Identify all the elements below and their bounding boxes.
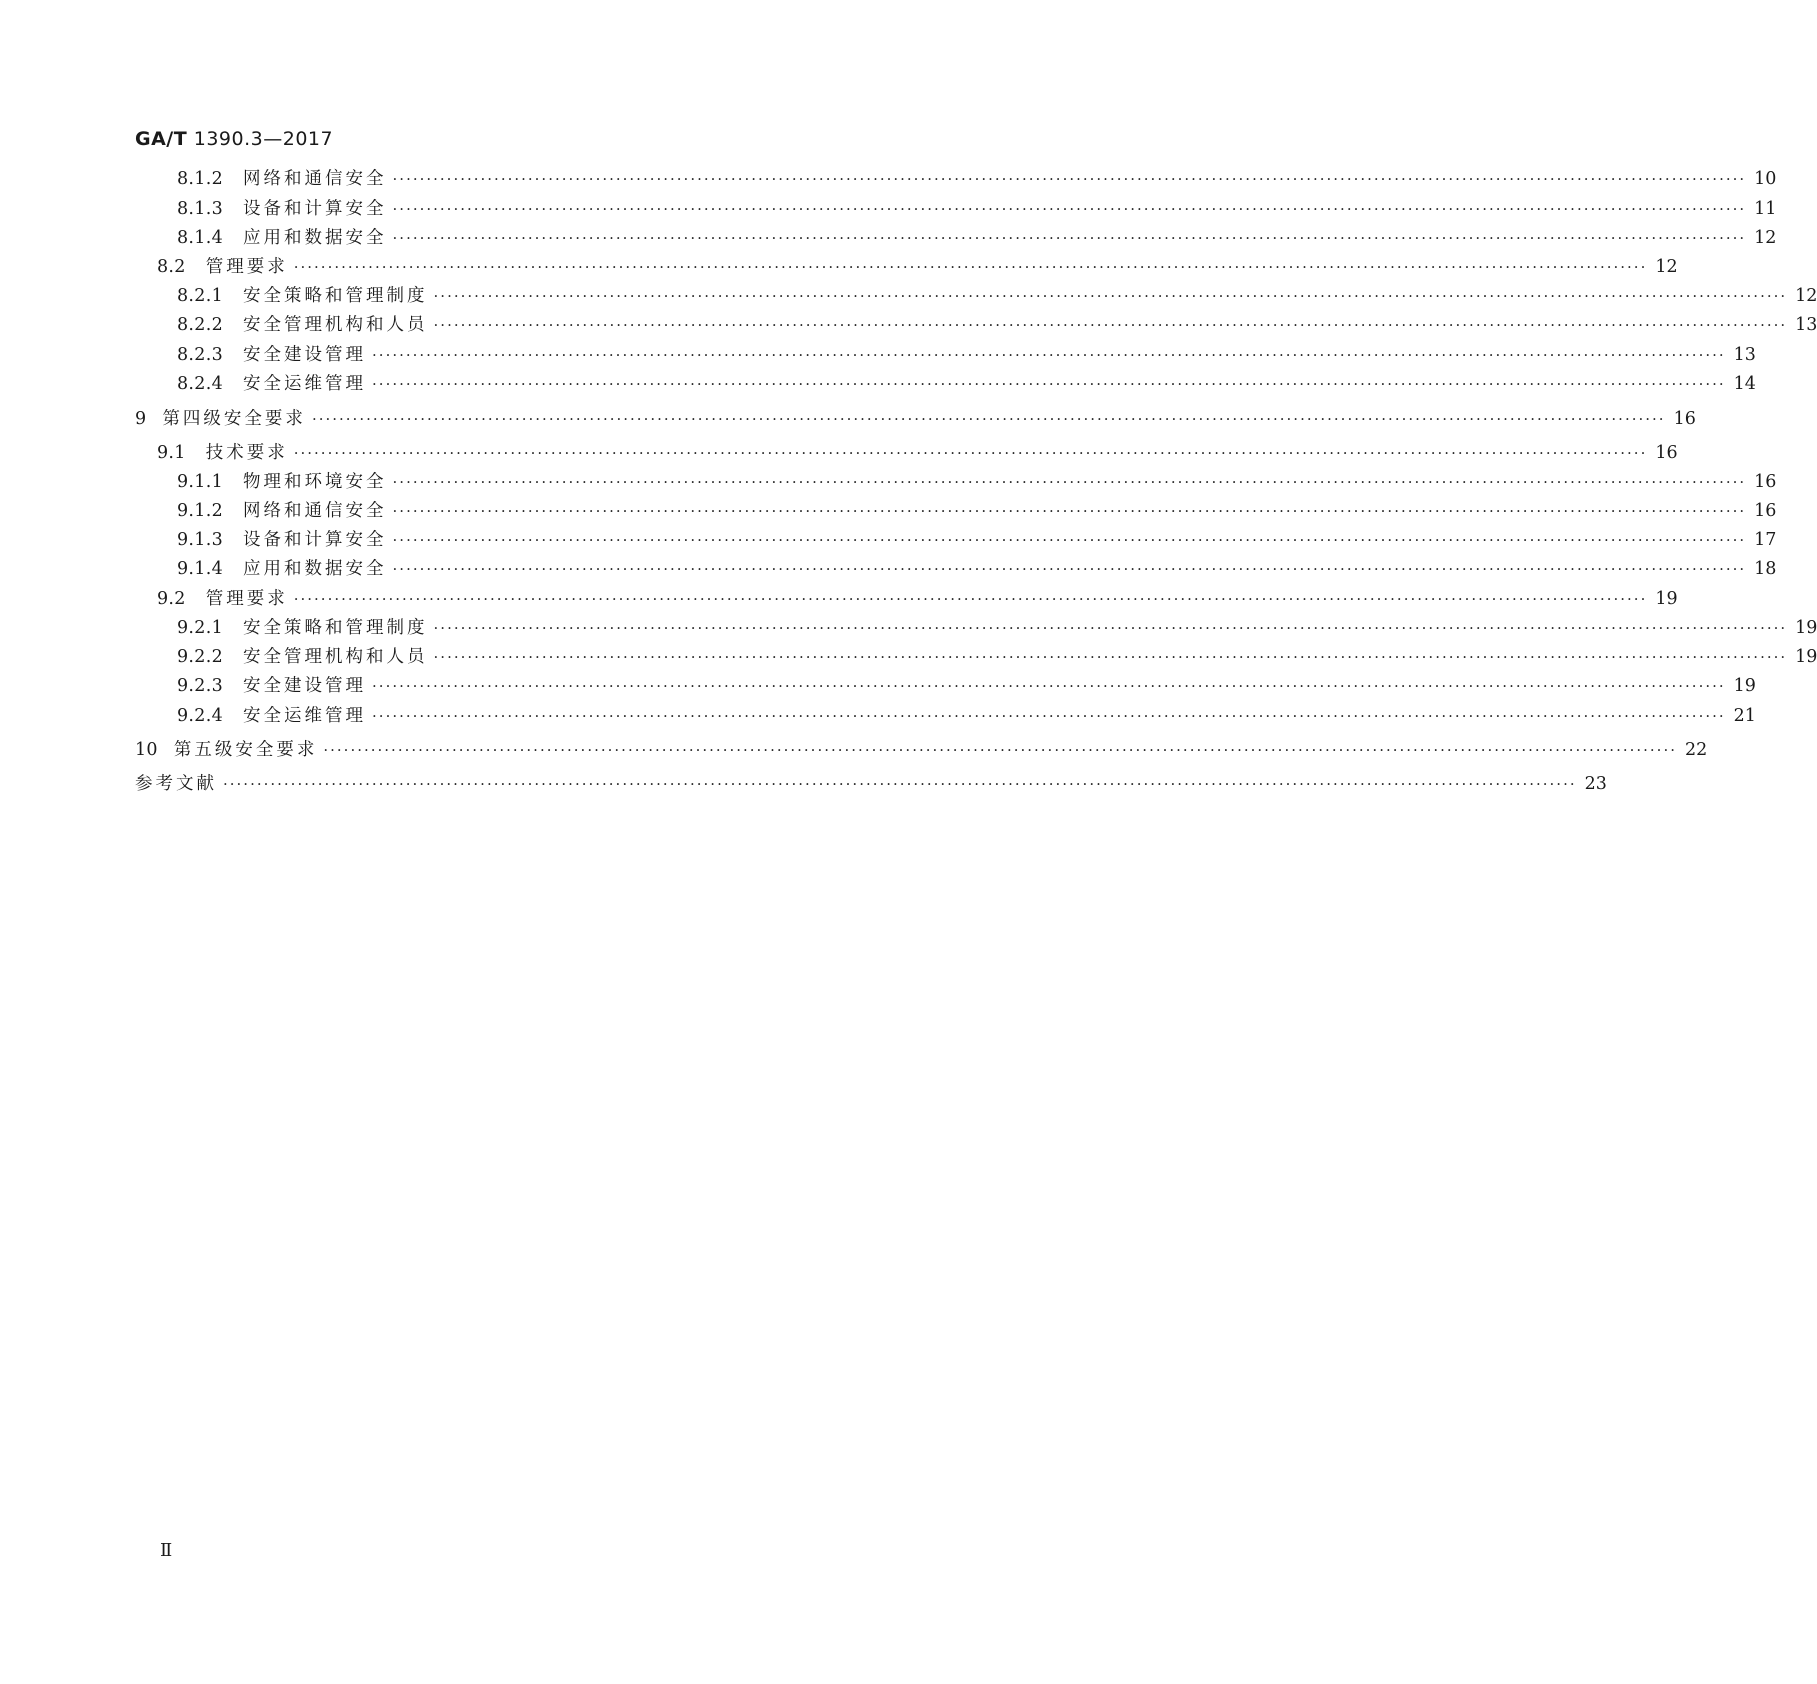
toc-entry[interactable] — [135, 312, 1817, 338]
toc-entry-page: 21 — [1733, 706, 1756, 726]
toc-entry-page: 23 — [1584, 774, 1607, 794]
toc-entry-number: 8.2.3 — [177, 345, 224, 365]
toc-entry-number: 8.2 — [157, 257, 186, 277]
toc-entry[interactable] — [135, 406, 1696, 432]
toc-entry[interactable] — [135, 586, 1678, 612]
toc-leader-dots: ········································································································································································································ — [311, 410, 1666, 428]
toc-entry[interactable] — [135, 166, 1777, 192]
toc-entry-title: 应用和数据安全 — [243, 559, 387, 579]
toc-entry-page: 17 — [1754, 530, 1777, 550]
toc-leader-dots: ········································································································································································································ — [372, 677, 1726, 695]
toc-entry-number: 9.1.2 — [177, 501, 224, 521]
toc-leader-dots: ········································································································································································································ — [392, 531, 1747, 549]
toc-entry-number: 9.1.1 — [177, 472, 224, 492]
toc-entry-page: 12 — [1655, 257, 1678, 277]
toc-entry-page: 13 — [1795, 315, 1817, 335]
toc-entry-page: 16 — [1655, 443, 1678, 463]
toc-leader-dots: ········································································································································································································ — [293, 590, 1648, 608]
toc-entry[interactable] — [135, 469, 1777, 495]
toc-entry-title: 设备和计算安全 — [243, 199, 387, 219]
toc-leader-dots: ········································································································································································································ — [372, 707, 1726, 725]
toc-entry-number: 9.2.4 — [177, 706, 224, 726]
toc-entry[interactable] — [135, 673, 1756, 699]
toc-entry-page: 16 — [1754, 472, 1777, 492]
toc-entry[interactable] — [135, 644, 1817, 670]
toc-leader-dots: ········································································································································································································ — [372, 346, 1726, 364]
toc-entry-title: 参考文献 — [135, 774, 217, 794]
toc-entry[interactable] — [135, 225, 1777, 251]
toc-entry-title: 安全运维管理 — [243, 374, 367, 394]
toc-entry-page: 19 — [1733, 676, 1756, 696]
toc-entry-page: 13 — [1733, 345, 1756, 365]
toc-entry-title: 安全建设管理 — [243, 676, 367, 696]
toc-entry[interactable] — [135, 615, 1817, 641]
toc-entry-number: 9.1 — [157, 443, 186, 463]
toc-entry-page: 19 — [1655, 589, 1678, 609]
toc-entry-page: 19 — [1795, 618, 1817, 638]
toc-entry[interactable] — [135, 498, 1777, 524]
toc-leader-dots: ········································································································································································································ — [392, 170, 1747, 188]
toc-entry-page: 16 — [1673, 409, 1696, 429]
toc-entry-page: 11 — [1754, 199, 1777, 219]
toc-entry-title: 网络和通信安全 — [243, 169, 387, 189]
toc-entry-page: 22 — [1685, 740, 1708, 760]
toc-leader-dots: ········································································································································································································ — [293, 258, 1648, 276]
toc-entry-number: 9.2.3 — [177, 676, 224, 696]
toc-entry-title: 物理和环境安全 — [243, 472, 387, 492]
toc-leader-dots: ········································································································································································································ — [433, 316, 1788, 334]
toc-entry[interactable] — [135, 342, 1756, 368]
toc-leader-dots: ········································································································································································································ — [392, 473, 1747, 491]
toc-entry[interactable] — [135, 283, 1817, 309]
toc-leader-dots: ········································································································································································································ — [392, 502, 1747, 520]
toc-entry-number: 9.2 — [157, 589, 186, 609]
toc-entry-title: 安全策略和管理制度 — [243, 286, 428, 306]
toc-entry-number: 9.2.2 — [177, 647, 224, 667]
standard-number: 1390.3—2017 — [193, 128, 334, 150]
toc-leader-dots: ········································································································································································································ — [433, 619, 1788, 637]
toc-entry-page: 12 — [1754, 228, 1777, 248]
toc-entry[interactable] — [135, 771, 1607, 797]
toc-entry-number: 9 — [135, 409, 147, 429]
toc-entry-title: 安全建设管理 — [243, 345, 367, 365]
toc-entry-number: 8.1.4 — [177, 228, 224, 248]
toc-entry-number: 8.1.2 — [177, 169, 224, 189]
document-header — [135, 128, 333, 150]
toc-entry[interactable] — [135, 196, 1777, 222]
toc-leader-dots: ········································································································································································································ — [372, 375, 1726, 393]
toc-entry-number: 10 — [135, 740, 158, 760]
toc-entry-title: 第五级安全要求 — [173, 740, 318, 760]
toc-entry-number: 8.1.3 — [177, 199, 224, 219]
toc-entry-page: 19 — [1795, 647, 1817, 667]
toc-entry-title: 第四级安全要求 — [162, 409, 306, 429]
toc-entry-page: 12 — [1795, 286, 1817, 306]
toc-entry-page: 10 — [1754, 169, 1777, 189]
toc-entry[interactable] — [135, 556, 1777, 582]
toc-entry-number: 9.1.4 — [177, 559, 224, 579]
toc-entry-number: 8.2.1 — [177, 286, 224, 306]
toc-leader-dots: ········································································································································································································ — [433, 648, 1788, 666]
toc-entry[interactable] — [135, 371, 1756, 397]
toc-leader-dots: ········································································································································································································ — [433, 287, 1788, 305]
toc-entry-number: 8.2.2 — [177, 315, 224, 335]
toc-leader-dots: ········································································································································································································ — [392, 560, 1747, 578]
toc-entry-page: 18 — [1754, 559, 1777, 579]
toc-entry-number: 9.1.3 — [177, 530, 224, 550]
toc-entry-title: 应用和数据安全 — [243, 228, 387, 248]
toc-entry-title: 管理要求 — [205, 257, 288, 277]
toc-leader-dots: ········································································································································································································ — [293, 444, 1648, 462]
toc-entry-title: 技术要求 — [205, 443, 288, 463]
toc-entry-title: 安全运维管理 — [243, 706, 367, 726]
toc-entry-title: 安全策略和管理制度 — [243, 618, 428, 638]
toc-entry[interactable] — [135, 254, 1678, 280]
toc-entry-title: 安全管理机构和人员 — [243, 315, 428, 335]
toc-entry-title: 网络和通信安全 — [243, 501, 387, 521]
toc-entry[interactable] — [135, 737, 1708, 763]
toc-entry-title: 安全管理机构和人员 — [243, 647, 428, 667]
toc-entry-page: 16 — [1754, 501, 1777, 521]
toc-leader-dots: ········································································································································································································ — [392, 200, 1747, 218]
toc-entry[interactable] — [135, 703, 1756, 729]
footer-page-number: Ⅱ — [160, 1540, 173, 1561]
toc-entry-page: 14 — [1733, 374, 1756, 394]
standard-code: GA/T — [135, 128, 188, 150]
toc-entry-title: 管理要求 — [205, 589, 288, 609]
toc-entry[interactable] — [135, 527, 1777, 553]
toc-leader-dots: ········································································································································································································ — [392, 229, 1747, 247]
toc-entry-title: 设备和计算安全 — [243, 530, 387, 550]
toc-leader-dots: ········································································································································································································ — [323, 741, 1677, 759]
toc-leader-dots: ········································································································································································································ — [223, 775, 1577, 793]
toc-entry-number: 8.2.4 — [177, 374, 224, 394]
toc-entry[interactable] — [135, 440, 1678, 466]
toc-entry-number: 9.2.1 — [177, 618, 224, 638]
